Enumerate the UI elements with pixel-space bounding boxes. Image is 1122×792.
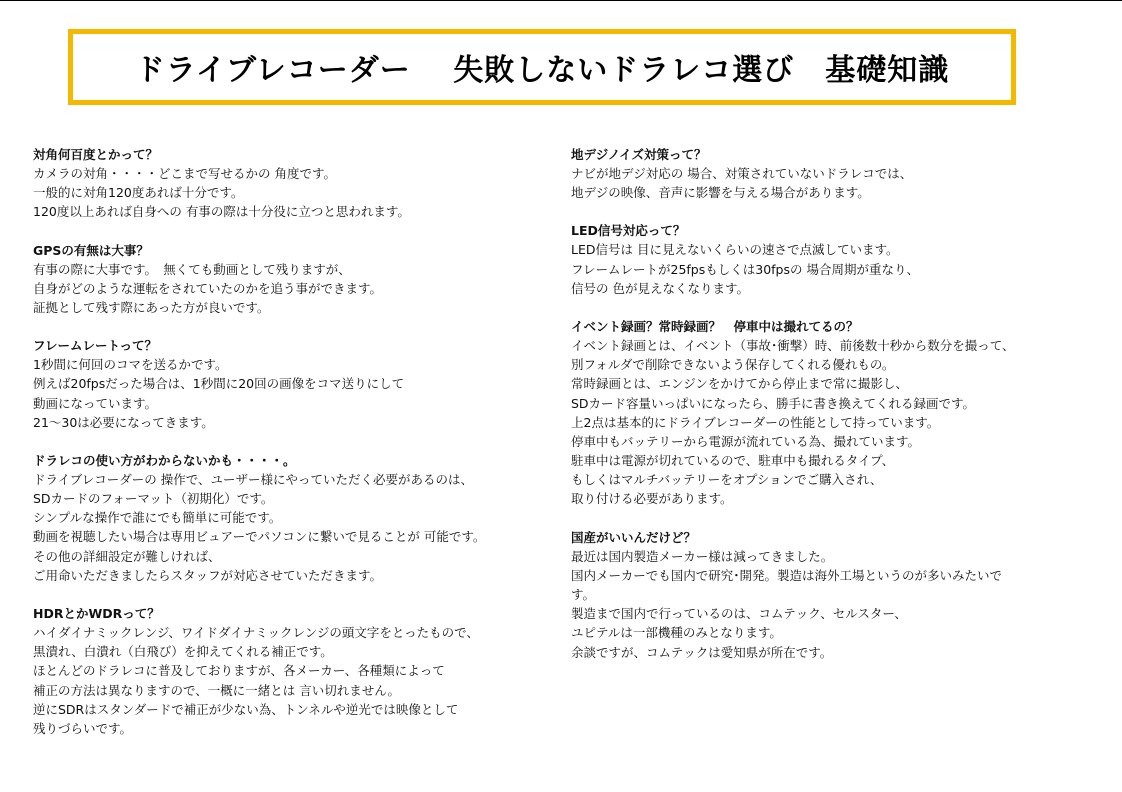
faq-section xyxy=(571,317,1091,509)
section-body-line: 有事の際に大事です。 無くても動画として残りますが、 xyxy=(33,261,351,277)
section-body-line: SDカードのフォーマット（初期化）です。 xyxy=(33,491,274,507)
faq-section xyxy=(571,145,1091,202)
section-body-line: 補正の方法は異なりますので、一概に一緒とは 言い切れません。 xyxy=(33,682,400,698)
section-body-line: 停車中もバッテリーから電源が流れている為、撮れています。 xyxy=(571,433,921,449)
section-body-line: 120度以上あれば自身への 有事の際は十分役に立つと思われます。 xyxy=(33,204,410,220)
left-column xyxy=(33,145,553,757)
section-body-line: LED信号は 目に見えないくらいの速さで点滅しています。 xyxy=(571,242,899,258)
section-body-line: 残りづらいです。 xyxy=(33,720,133,736)
section-heading: 対角何百度とかって？ xyxy=(33,147,159,162)
page-title: ドライブレコーダー 失敗しないドラレコ選び 基礎知識 xyxy=(134,53,950,88)
right-column xyxy=(571,145,1091,681)
section-body-line: 別フォルダで削除できないよう保存してくれる優れもの。 xyxy=(571,357,895,373)
section-body-line: その他の詳細設定が難しければ、 xyxy=(33,548,221,564)
section-body-line: SDカード容量いっぱいになったら、勝手に書き換えてくれる録画です。 xyxy=(571,395,976,411)
section-body-line: 動画を視聴したい場合は専用ビュアーでパソコンに繋いで見ることが 可能です。 xyxy=(33,529,486,545)
faq-section xyxy=(33,241,553,318)
section-body-line: 取り付ける必要があります。 xyxy=(571,491,733,507)
section-heading: GPSの有無は大事？ xyxy=(33,242,149,258)
section-heading: イベント録画？常時録画？ 停車中は撮れてるの？ xyxy=(571,318,859,334)
section-body-line: 製造まで国内で行っているのは、コムテック、セルスター、 xyxy=(571,606,907,622)
section-body-line: 動画になっています。 xyxy=(33,395,158,411)
section-body-line: もしくはマルチバッテリーをオプションでご購入され、 xyxy=(571,472,883,488)
section-body-line: 国内メーカーでも国内で研究･開発。製造は海外工場というのが多いみたいで xyxy=(571,567,1003,583)
section-body-line: ユピテルは一部機種のみとなります。 xyxy=(571,625,782,641)
section-body-line: イベント録画とは、イベント（事故･衝撃）時、前後数十秒から数分を撮って、 xyxy=(571,337,1015,353)
title-banner xyxy=(68,29,1016,105)
section-heading: フレームレートって？ xyxy=(33,338,158,354)
faq-section xyxy=(33,145,553,222)
section-heading: HDRとかWDRって？ xyxy=(33,606,160,621)
top-rule xyxy=(0,0,1122,1)
section-body-line: カメラの対角・・・・どこまで写せるかの 角度です。 xyxy=(33,166,336,181)
section-body-line: 地デジの映像、音声に影響を与える場合があります。 xyxy=(571,185,870,201)
faq-section xyxy=(571,221,1091,298)
section-body-line: ナビが地デジ対応の 場合、対策されていないドラレコでは、 xyxy=(571,166,913,181)
section-body-line: ほとんどのドラレコに普及しておりますが、各メーカー、各種類によって xyxy=(33,663,445,679)
section-body-line: 黒潰れ、白潰れ（白飛び）を抑えてくれる補正です。 xyxy=(33,644,333,660)
faq-section xyxy=(33,336,553,432)
section-heading: 国産がいいんだけど？ xyxy=(571,529,697,545)
section-body-line: 信号の 色が見えなくなります。 xyxy=(571,280,749,296)
faq-section xyxy=(33,604,553,738)
section-body-line: 逆にSDRはスタンダードで補正が少ない為、トンネルや逆光では映像として xyxy=(33,701,459,717)
section-body-line: 余談ですが、コムテックは愛知県が所在です。 xyxy=(571,644,833,660)
section-body-line: 21～30は必要になってきます。 xyxy=(33,414,214,430)
section-body-line: フレームレートが25fpsもしくは30fpsの 場合周期が重なり、 xyxy=(571,261,919,277)
section-body-line: 自身がどのような運転をされていたのかを追う事ができます。 xyxy=(33,280,383,296)
section-body-line: 上2点は基本的にドライブレコーダーの性能として持っています。 xyxy=(571,414,940,430)
section-body-line: 1秒間に何回のコマを送るかです。 xyxy=(33,357,228,373)
section-heading: LED信号対応って？ xyxy=(571,223,686,239)
section-body-line: 最近は国内製造メーカー様は減ってきました。 xyxy=(571,548,834,564)
section-heading: 地デジノイズ対策って？ xyxy=(571,147,707,162)
faq-section xyxy=(571,528,1091,662)
section-body-line: 駐車中は電源が切れているので、駐車中も撮れるタイプ、 xyxy=(571,453,895,469)
section-heading: ドラレコの使い方がわからないかも・・・・。 xyxy=(33,452,296,468)
section-body-line: 例えば20fpsだった場合は、1秒間に20回の画像をコマ送りにして xyxy=(33,376,405,392)
section-body-line: ハイダイナミックレンジ、ワイドダイナミックレンジの頭文字をとったもので、 xyxy=(33,625,479,640)
section-body-line: ドライブレコーダーの 操作で、ユーザー様にやっていただく必要があるのは、 xyxy=(33,471,473,487)
section-body-line: 証拠として残す際にあった方が良いです。 xyxy=(33,299,270,315)
faq-section xyxy=(33,451,553,585)
section-body-line: シンプルな操作で誰にでも簡単に可能です。 xyxy=(33,510,282,526)
section-body-line: ご用命いただきましたらスタッフが対応させていただきます。 xyxy=(33,567,383,583)
section-body-line: 常時録画とは、エンジンをかけてから停止まで常に撮影し、 xyxy=(571,376,908,392)
section-body-line: 一般的に対角120度あれば十分です。 xyxy=(33,185,244,201)
section-body-line: す。 xyxy=(571,587,596,602)
